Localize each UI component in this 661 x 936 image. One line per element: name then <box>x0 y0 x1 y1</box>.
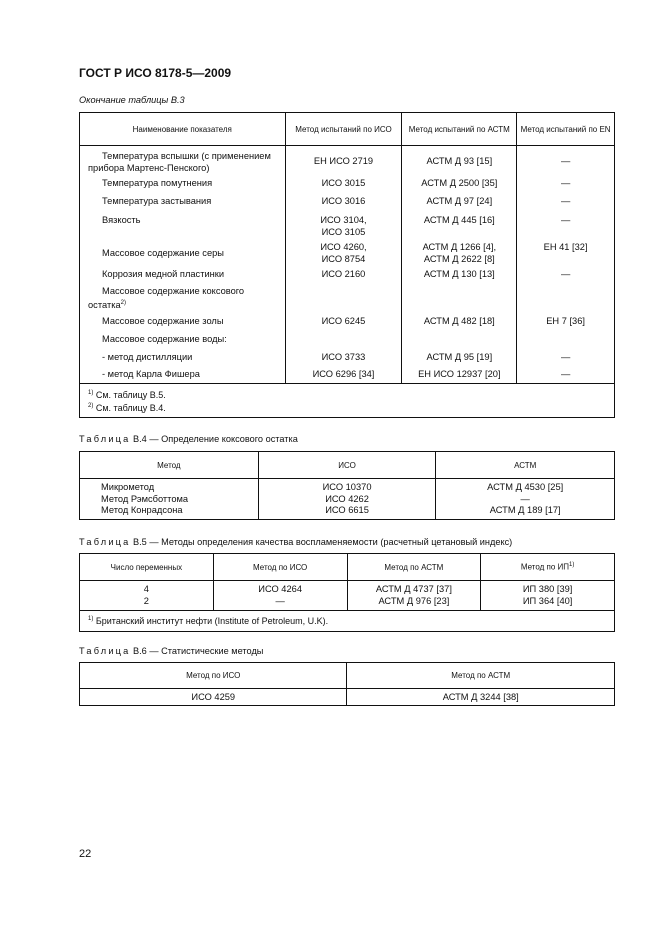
row-vars: 2 <box>80 596 214 611</box>
row-astm: АСТМ Д 3244 [38] <box>347 689 615 706</box>
footnote-text: Британский институт нефти (Institute of Petroleum, U.K). <box>95 616 329 626</box>
row-iso: ИСО 6296 [34] <box>285 365 402 383</box>
row-astm: ЕН ИСО 12937 [20] <box>402 365 517 383</box>
table-b4-caption <box>79 434 298 444</box>
row-iso <box>285 329 402 347</box>
row-iso: ИСО 3104, ИСО 3105 <box>285 210 402 238</box>
row-en: — <box>517 192 615 210</box>
row-astm: АСТМ Д 976 [23] <box>347 596 481 611</box>
table-row <box>80 210 615 238</box>
row-en <box>517 283 615 311</box>
caption-label: Таблица <box>79 434 131 444</box>
row-iso <box>285 283 402 311</box>
caption-text: В.6 — Статистические методы <box>133 646 264 656</box>
row-astm: АСТМ Д 4737 [37] <box>347 581 481 596</box>
row-name: - метод Карла Фишера <box>80 365 286 383</box>
row-iso: ИСО 3733 <box>285 347 402 365</box>
table-row <box>80 596 615 611</box>
table-b3-header-iso: Метод испытаний по ИСО <box>285 113 402 146</box>
table-b5-footnote <box>80 611 615 632</box>
row-method: Метод Конрадсона <box>80 505 259 519</box>
row-astm: АСТМ Д 97 [24] <box>402 192 517 210</box>
row-astm: АСТМ Д 93 [15] <box>402 146 517 175</box>
table-b3-footnotes <box>80 383 615 417</box>
row-en: — <box>517 174 615 192</box>
row-en: ЕН 7 [36] <box>517 311 615 329</box>
footnote-mark: 1) <box>88 389 94 396</box>
caption-text: В.4 — Определение коксового остатка <box>133 434 298 444</box>
row-astm: — <box>436 494 615 506</box>
row-astm: АСТМ Д 482 [18] <box>402 311 517 329</box>
footnote-text: См. таблицу В.4. <box>95 402 166 413</box>
row-name-text: Массовое содержание коксового остатка <box>88 286 245 310</box>
table-b3 <box>79 112 615 418</box>
row-name: Коррозия медной пластинки <box>80 265 286 283</box>
table-b6-header-iso: Метод по ИСО <box>80 663 347 689</box>
caption-label: Таблица <box>79 537 131 547</box>
row-en: — <box>517 210 615 238</box>
table-row <box>80 494 615 506</box>
table-row <box>80 505 615 519</box>
table-b3-header-en: Метод испытаний по EN <box>517 113 615 146</box>
row-en: — <box>517 146 615 175</box>
row-astm: АСТМ Д 189 [17] <box>436 505 615 519</box>
table-row <box>80 192 615 210</box>
table-b4-header-iso: ИСО <box>258 452 436 479</box>
table-b4-header-astm: АСТМ <box>436 452 615 479</box>
footnote-mark: 2) <box>88 402 94 409</box>
row-ip: ИП 364 [40] <box>481 596 615 611</box>
row-iso: ИСО 4259 <box>80 689 347 706</box>
table-b3-header-astm: Метод испытаний по АСТМ <box>402 113 517 146</box>
caption-text: В.5 — Методы определения качества воспламеняемости (расчетный цетановый индекс) <box>133 537 513 547</box>
row-iso: ИСО 4260, ИСО 8754 <box>285 238 402 265</box>
row-iso: ИСО 3016 <box>285 192 402 210</box>
caption-label: Таблица <box>79 646 131 656</box>
table-b6 <box>79 662 615 706</box>
row-en: — <box>517 347 615 365</box>
row-name: Температура вспышки (с применением прибора Мартенс-Пенского) <box>80 146 286 175</box>
table-row <box>80 329 615 347</box>
row-iso: ЕН ИСО 2719 <box>285 146 402 175</box>
footnote-mark: 1) <box>88 616 94 622</box>
row-name: Температура помутнения <box>80 174 286 192</box>
header-text: Метод по ИП <box>520 562 570 572</box>
row-name: - метод дистилляции <box>80 347 286 365</box>
table-b5 <box>79 553 615 632</box>
footnote <box>88 401 606 414</box>
row-en: — <box>517 365 615 383</box>
footnote-text: См. таблицу В.5. <box>95 389 166 400</box>
row-iso: ИСО 4264 <box>213 581 347 596</box>
row-en <box>517 329 615 347</box>
table-row <box>80 581 615 596</box>
table-b5-caption <box>79 537 512 547</box>
row-iso: ИСО 6615 <box>258 505 436 519</box>
row-iso: ИСО 2160 <box>285 265 402 283</box>
table-b5-header-ip <box>481 554 615 581</box>
table-b3-header-name: Наименование показателя <box>80 113 286 146</box>
row-ip: ИП 380 [39] <box>481 581 615 596</box>
row-astm: АСТМ Д 2500 [35] <box>402 174 517 192</box>
row-name <box>80 283 286 311</box>
table-row <box>80 238 615 265</box>
row-en: — <box>517 265 615 283</box>
table-row <box>80 311 615 329</box>
table-b4-header-method: Метод <box>80 452 259 479</box>
table-row <box>80 283 615 311</box>
footnote <box>88 388 606 401</box>
table-b6-caption <box>79 646 263 656</box>
row-name: Массовое содержание золы <box>80 311 286 329</box>
row-name: Температура застывания <box>80 192 286 210</box>
row-astm <box>402 283 517 311</box>
row-iso: ИСО 4262 <box>258 494 436 506</box>
table-b5-header-astm: Метод по АСТМ <box>347 554 481 581</box>
table-row <box>80 265 615 283</box>
row-vars: 4 <box>80 581 214 596</box>
row-method: Микрометод <box>80 479 259 494</box>
table-row <box>80 689 615 706</box>
table-b5-header-vars: Число переменных <box>80 554 214 581</box>
table-row <box>80 365 615 383</box>
footnote-ref: 2) <box>120 299 126 306</box>
table-row <box>80 146 615 175</box>
table-row <box>80 479 615 494</box>
row-iso: ИСО 3015 <box>285 174 402 192</box>
row-astm: АСТМ Д 95 [19] <box>402 347 517 365</box>
document-header: ГОСТ Р ИСО 8178-5—2009 <box>79 66 232 80</box>
row-iso: — <box>213 596 347 611</box>
row-astm: АСТМ Д 4530 [25] <box>436 479 615 494</box>
row-astm: АСТМ Д 130 [13] <box>402 265 517 283</box>
page-number: 22 <box>79 848 92 860</box>
row-name: Массовое содержание серы <box>80 238 286 265</box>
row-method: Метод Рэмсботтома <box>80 494 259 506</box>
row-astm: АСТМ Д 1266 [4], АСТМ Д 2622 [8] <box>402 238 517 265</box>
row-name: Вязкость <box>80 210 286 238</box>
table-b6-header-astm: Метод по АСТМ <box>347 663 615 689</box>
row-iso: ИСО 6245 <box>285 311 402 329</box>
table-b5-header-iso: Метод по ИСО <box>213 554 347 581</box>
row-astm <box>402 329 517 347</box>
table-b4 <box>79 451 615 520</box>
footnote-ref: 1) <box>569 562 575 569</box>
table-b3-caption: Окончание таблицы В.3 <box>79 95 185 105</box>
row-name: Массовое содержание воды: <box>80 329 286 347</box>
row-astm: АСТМ Д 445 [16] <box>402 210 517 238</box>
table-row <box>80 174 615 192</box>
row-iso: ИСО 10370 <box>258 479 436 494</box>
table-row <box>80 347 615 365</box>
row-en: ЕН 41 [32] <box>517 238 615 265</box>
